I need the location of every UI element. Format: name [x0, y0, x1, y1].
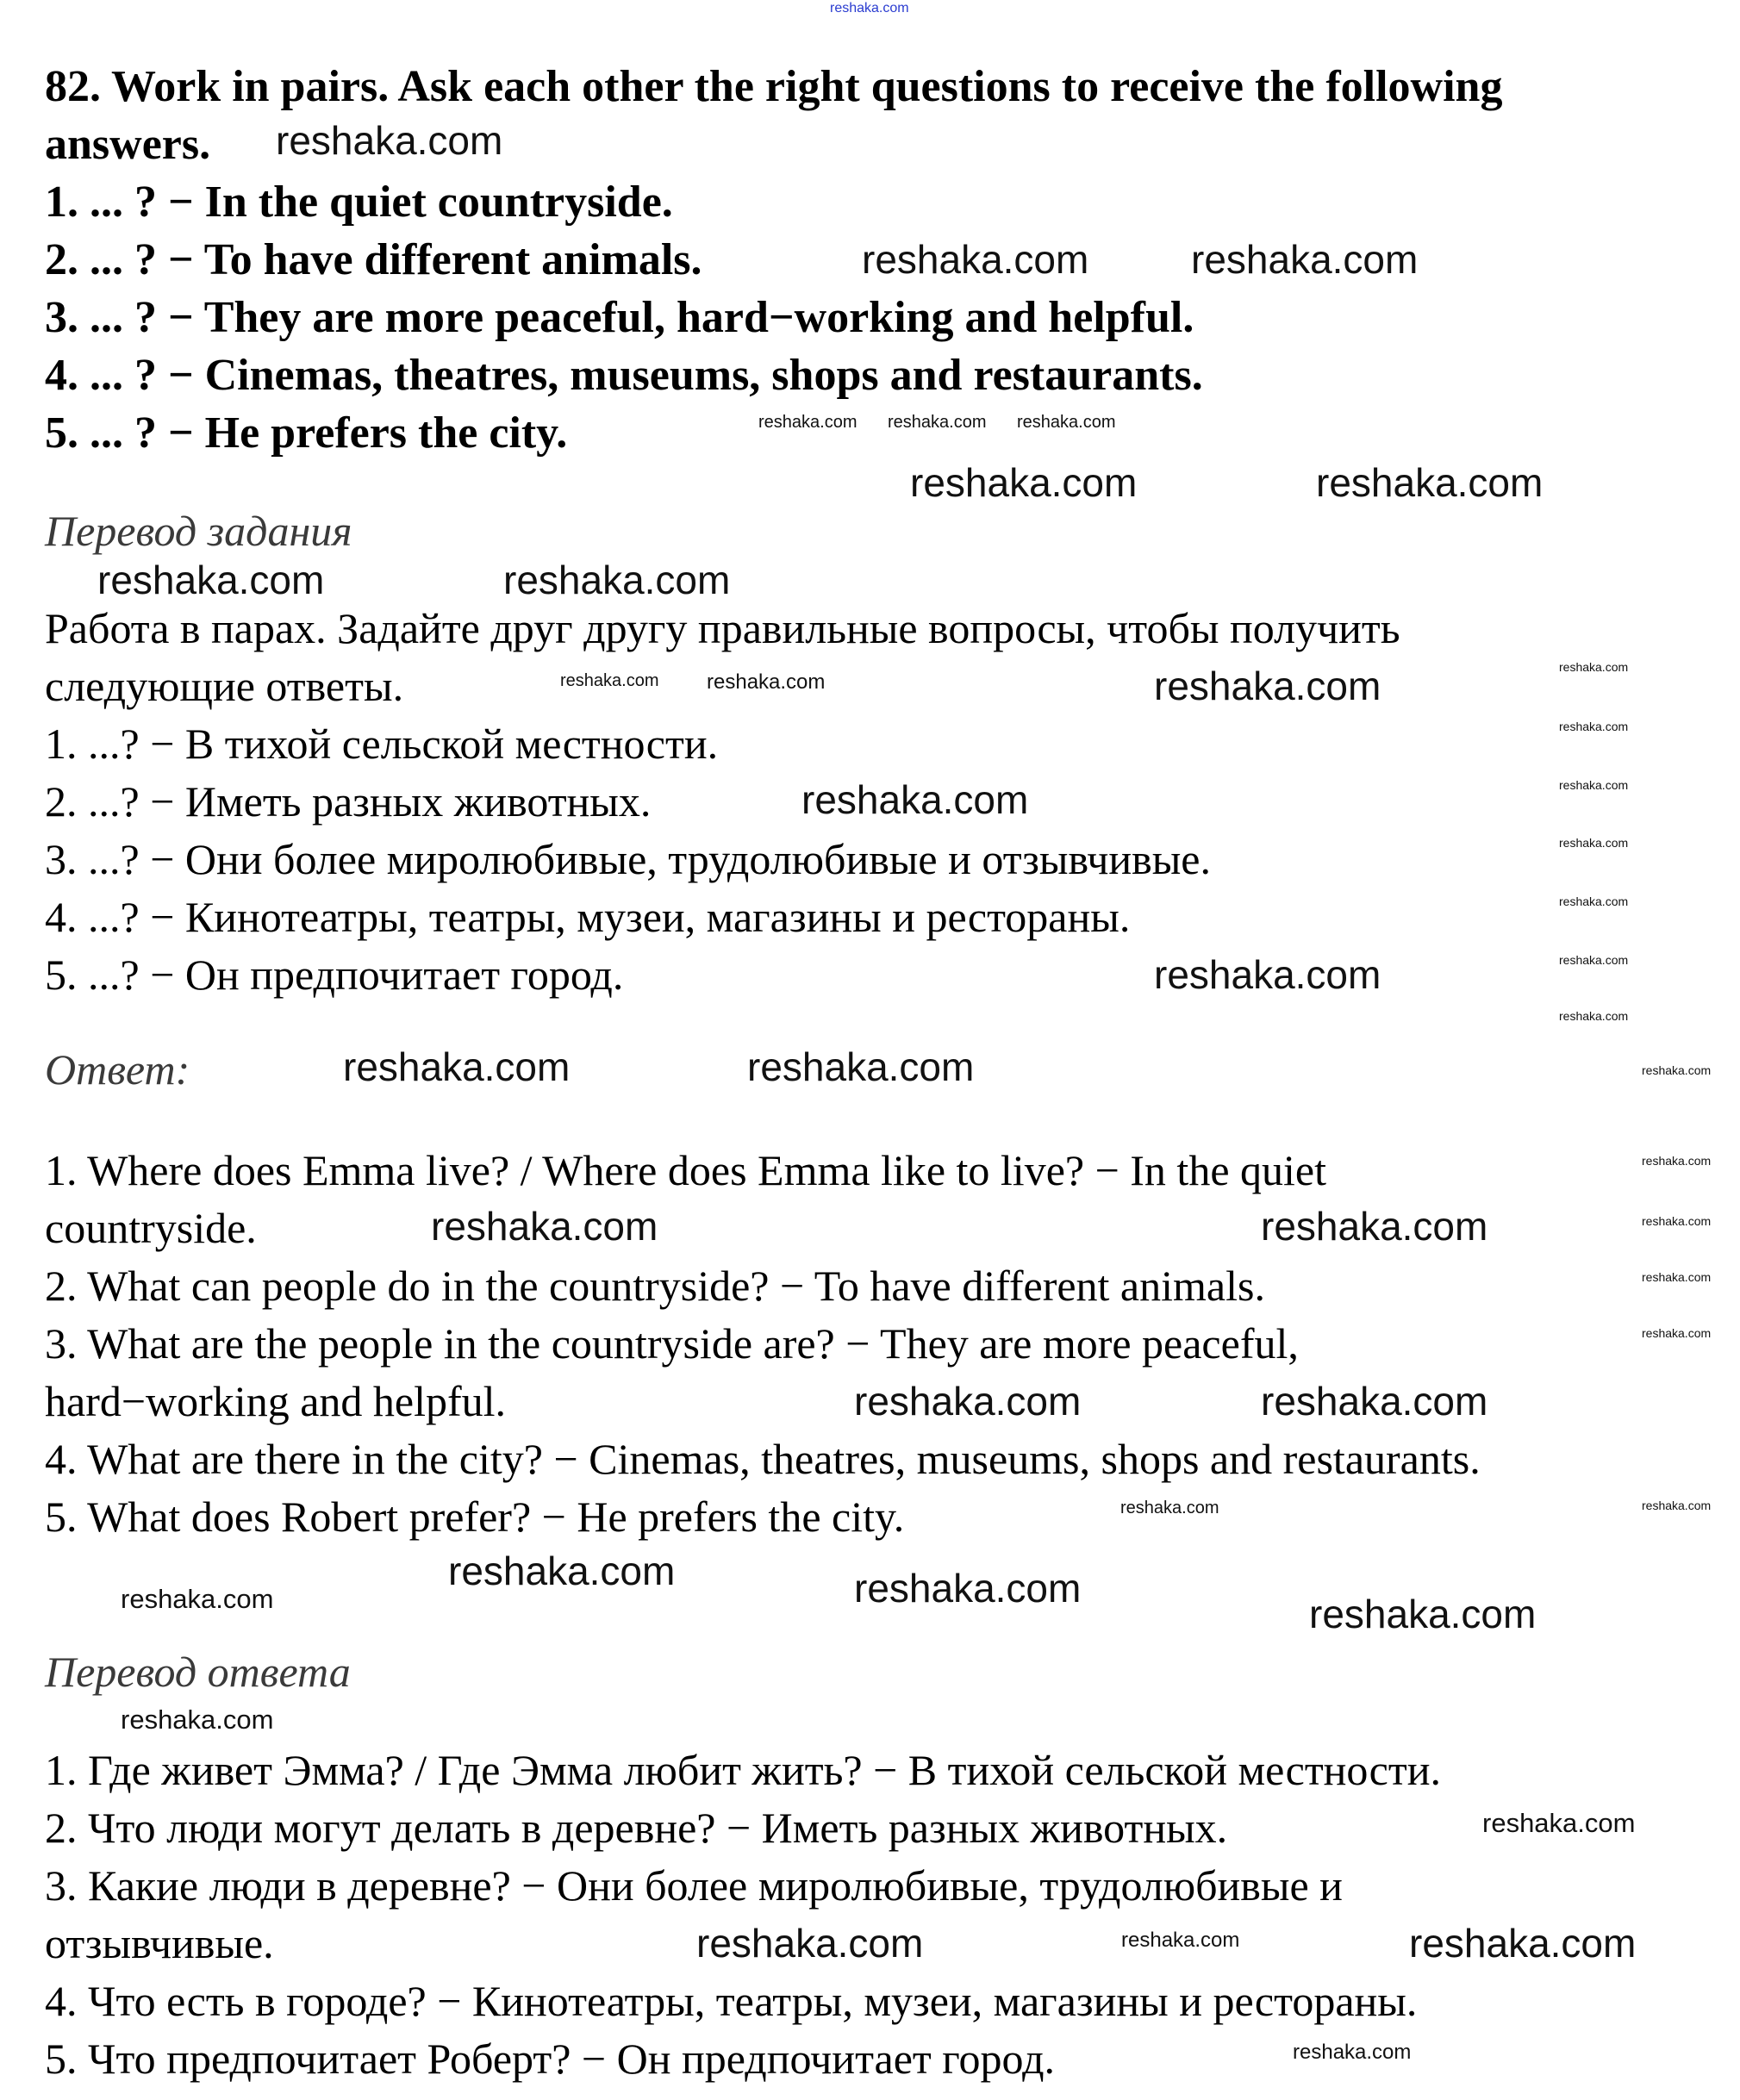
watermark: reshaka.com [121, 1584, 274, 1614]
watermark: reshaka.com [1154, 664, 1381, 708]
answer-translation-line: 1. Где живет Эмма? / Где Эмма любит жить? − В тихой сельской местности. [45, 1746, 1441, 1794]
translation-line: 2. ...? − Иметь разных животных. [45, 777, 652, 826]
task-item: 2. ... ? − To have different animals. [45, 235, 702, 284]
watermark: reshaka.com [560, 671, 659, 690]
watermark: reshaka.com [1559, 894, 1629, 908]
watermark: reshaka.com [1409, 1921, 1637, 1966]
answer-line: 5. What does Robert prefer? − He prefers the city. [45, 1492, 905, 1541]
watermark: reshaka.com [1154, 952, 1381, 997]
watermark: reshaka.com [448, 1549, 676, 1593]
answer-line: 3. What are the people in the countryside are? − They are more peaceful, [45, 1319, 1299, 1368]
watermark: reshaka.com [1316, 460, 1544, 505]
answer-line: countryside. [45, 1204, 257, 1252]
watermark: reshaka.com [1261, 1204, 1488, 1249]
task-item: 4. ... ? − Cinemas, theatres, museums, shops and restaurants. [45, 351, 1203, 400]
answer-heading: Ответ: [45, 1045, 190, 1094]
answer-translation-line: 4. Что есть в городе? − Кинотеатры, театры, музеи, магазины и рестораны. [45, 1977, 1418, 2025]
answer-line: 1. Where does Emma live? / Where does Emma like to live? − In the quiet [45, 1146, 1326, 1194]
watermark: reshaka.com [121, 1704, 274, 1735]
watermark: reshaka.com [1642, 1326, 1712, 1340]
task-item: 5. ... ? − He prefers the city. [45, 408, 568, 458]
answer-line: 4. What are there in the city? − Cinemas, theatres, museums, shops and restaurants. [45, 1435, 1481, 1483]
watermark: reshaka.com [696, 1921, 924, 1966]
task-title: 82. Work in pairs. Ask each other the right questions to receive the following [45, 62, 1503, 111]
watermark: reshaka.com [276, 118, 503, 163]
watermark: reshaka.com [1559, 1009, 1629, 1023]
watermark: reshaka.com [707, 670, 826, 694]
watermark: reshaka.com [854, 1566, 1082, 1611]
header-watermark: reshaka.com [830, 1, 909, 16]
watermark: reshaka.com [1642, 1154, 1712, 1168]
watermark: reshaka.com [1642, 1214, 1712, 1228]
watermark: reshaka.com [747, 1044, 975, 1089]
watermark: reshaka.com [862, 237, 1089, 282]
watermark: reshaka.com [1191, 237, 1419, 282]
translation-line: 3. ...? − Они более миролюбивые, трудолюбивые и отзывчивые. [45, 835, 1212, 883]
answer-translation-line: 3. Какие люди в деревне? − Они более миролюбивые, трудолюбивые и [45, 1861, 1343, 1910]
watermark: reshaka.com [801, 777, 1029, 822]
translation-line: 4. ...? − Кинотеатры, театры, музеи, магазины и рестораны. [45, 893, 1131, 941]
translation-line: 5. ...? − Он предпочитает город. [45, 950, 624, 999]
watermark: reshaka.com [1559, 660, 1629, 674]
watermark: reshaka.com [758, 413, 858, 432]
watermark: reshaka.com [1482, 1808, 1636, 1838]
watermark: reshaka.com [343, 1044, 571, 1089]
answer-translation-line: отзывчивые. [45, 1919, 274, 1967]
watermark: reshaka.com [1642, 1063, 1712, 1077]
task-item: 1. ... ? − In the quiet countryside. [45, 178, 673, 227]
watermark: reshaka.com [1309, 1592, 1537, 1636]
watermark: reshaka.com [1017, 413, 1116, 432]
task-item: 3. ... ? − They are more peaceful, hard−working and helpful. [45, 293, 1194, 342]
watermark: reshaka.com [431, 1204, 658, 1249]
answer-translation-heading: Перевод ответа [45, 1648, 351, 1696]
watermark: reshaka.com [1293, 2041, 1412, 2064]
watermark: reshaka.com [503, 558, 731, 602]
watermark: reshaka.com [1642, 1499, 1712, 1512]
watermark: reshaka.com [97, 558, 325, 602]
translation-line: следующие ответы. [45, 662, 404, 710]
watermark: reshaka.com [910, 460, 1138, 505]
watermark: reshaka.com [1642, 1270, 1712, 1284]
translation-line: Работа в парах. Задайте друг другу правильные вопросы, чтобы получить [45, 604, 1400, 652]
answer-translation-line: 2. Что люди могут делать в деревне? − Иметь разных животных. [45, 1804, 1228, 1852]
task-translation-heading: Перевод задания [45, 507, 352, 555]
watermark: reshaka.com [1120, 1499, 1219, 1517]
watermark: reshaka.com [1559, 953, 1629, 967]
task-title-cont: answers. [45, 120, 211, 169]
watermark: reshaka.com [1559, 836, 1629, 850]
answer-line: 2. What can people do in the countryside? − To have different animals. [45, 1262, 1265, 1310]
watermark: reshaka.com [1121, 1929, 1240, 1952]
watermark: reshaka.com [888, 413, 987, 432]
watermark: reshaka.com [1559, 778, 1629, 792]
watermark: reshaka.com [1559, 720, 1629, 733]
watermark: reshaka.com [1261, 1379, 1488, 1424]
watermark: reshaka.com [854, 1379, 1082, 1424]
answer-line: hard−working and helpful. [45, 1377, 507, 1425]
answer-translation-line: 5. Что предпочитает Роберт? − Он предпочитает город. [45, 2035, 1056, 2083]
translation-line: 1. ...? − В тихой сельской местности. [45, 720, 719, 768]
